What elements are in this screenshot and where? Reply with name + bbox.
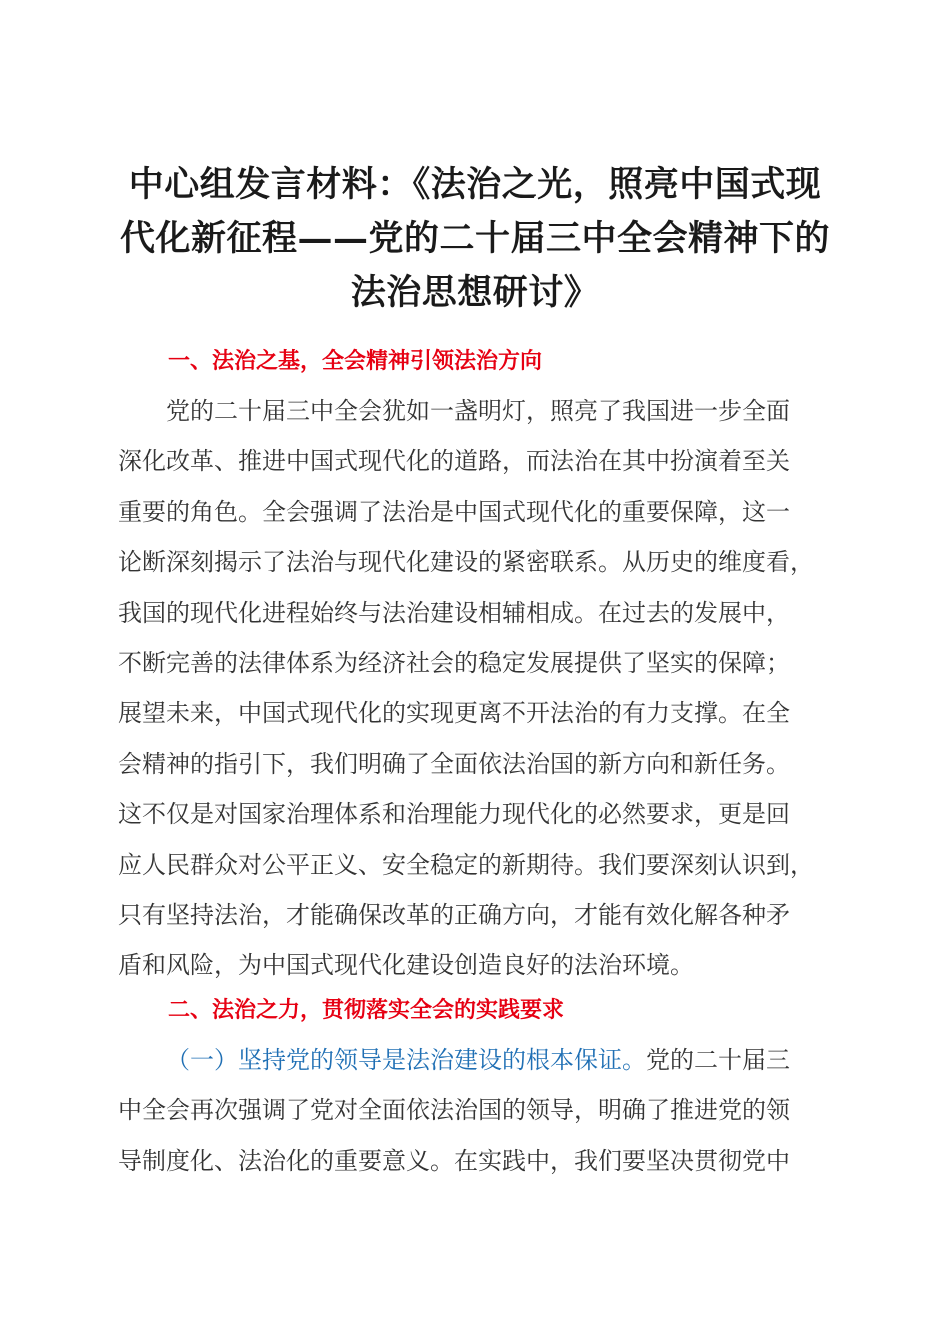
paragraph-line: 我国的现代化进程始终与法治建设相辅相成。在过去的发展中， — [118, 598, 790, 627]
section-1-heading: 一、法治之基，全会精神引领法治方向 — [168, 349, 543, 374]
title-line-2: 代化新征程——党的二十届三中全会精神下的 — [119, 218, 830, 259]
paragraph-line: 不断完善的法律体系为经济社会的稳定发展提供了坚实的保障； — [118, 649, 790, 678]
title-line-3: 法治思想研讨》 — [350, 272, 600, 313]
subsection-heading: （一）坚持党的领导是法治建设的根本保证。 — [166, 1046, 646, 1074]
paragraph-line: 这不仅是对国家治理体系和治理能力现代化的必然要求，更是回 — [118, 800, 790, 829]
title-line-1: 中心组发言材料：《法治之光，照亮中国式现 — [128, 164, 822, 205]
paragraph-line: 论断深刻揭示了法治与现代化建设的紧密联系。从历史的维度看， — [118, 548, 814, 577]
paragraph-line: 会精神的指引下，我们明确了全面依法治国的新方向和新任务。 — [118, 749, 790, 778]
paragraph-line — [118, 1035, 830, 1085]
section-2-heading: 二、法治之力，贯彻落实全会的实践要求 — [168, 998, 565, 1023]
paragraph-line: 重要的角色。全会强调了法治是中国式现代化的重要保障，这一 — [118, 497, 790, 526]
section-1-paragraph — [118, 386, 830, 991]
paragraph-line: 深化改革、推进中国式现代化的道路，而法治在其中扮演着至关 — [118, 447, 790, 476]
section-2-paragraph — [118, 1035, 830, 1186]
paragraph-line: 展望未来，中国式现代化的实现更离不开法治的有力支撑。在全 — [118, 699, 790, 728]
paragraph-line: 中全会再次强调了党对全面依法治国的领导，明确了推进党的领 — [118, 1096, 790, 1125]
document-title — [110, 158, 840, 320]
paragraph-line: 只有坚持法治，才能确保改革的正确方向，才能有效化解各种矛 — [118, 901, 790, 930]
paragraph-line: 导制度化、法治化的重要意义。在实践中，我们要坚决贯彻党中 — [118, 1146, 790, 1175]
paragraph-line: 党的二十届三中全会犹如一盏明灯，照亮了我国进一步全面 — [166, 397, 790, 425]
paragraph-line: 盾和风险，为中国式现代化建设创造良好的法治环境。 — [118, 951, 694, 980]
paragraph-text: 党的二十届三 — [646, 1046, 790, 1074]
paragraph-line: 应人民群众对公平正义、安全稳定的新期待。我们要深刻认识到， — [118, 850, 814, 879]
